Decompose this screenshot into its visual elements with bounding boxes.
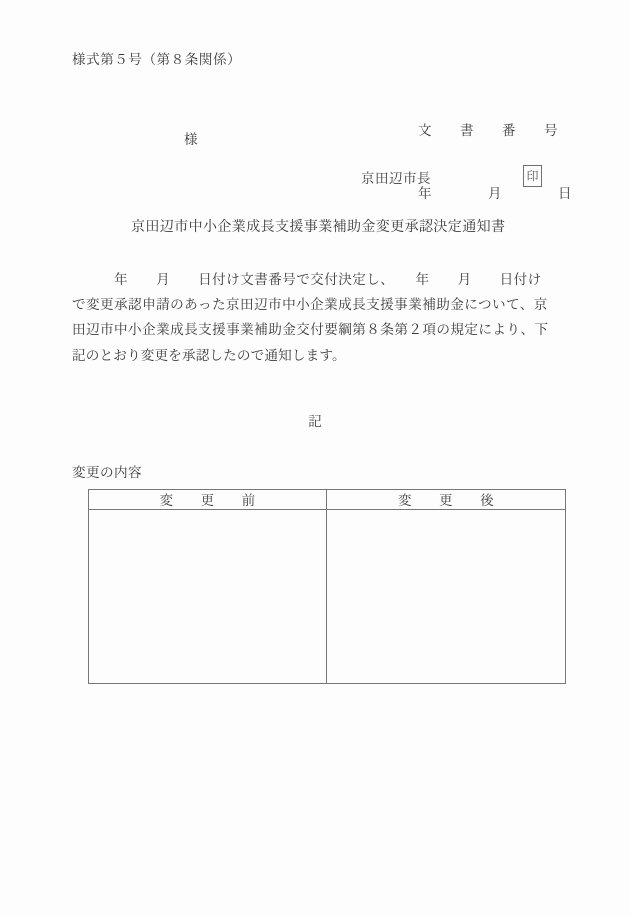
change-table <box>88 489 566 684</box>
change-table-head <box>89 490 566 510</box>
section-label-change-content: 変更の内容 <box>72 465 142 480</box>
body-line-2: で変更承認申請のあった京田辺市中小企業成長支援事業補助金について、京 <box>72 297 548 313</box>
table-header-row <box>89 490 566 510</box>
body-line-1: 年 月 日付け文書番号で交付決定し、 年 月 日付け <box>72 272 542 287</box>
cell-before-change[interactable] <box>89 510 327 684</box>
table-row <box>89 510 566 684</box>
document-title: 京田辺市中小企業成長支援事業補助金変更承認決定通知書 <box>131 220 506 235</box>
column-header-before: 変 更 前 <box>89 490 327 510</box>
column-header-after: 変 更 後 <box>327 490 566 510</box>
form-number: 様式第５号（第８条関係） <box>72 52 242 67</box>
addressee-suffix: 様 <box>184 132 198 147</box>
cell-after-change[interactable] <box>327 510 566 684</box>
seal-stamp-box: 印 <box>523 165 542 187</box>
ki-marker: 記 <box>308 414 322 429</box>
document-date-line: 年 月 日 <box>418 186 572 201</box>
body-line-4: 記のとおり変更を承認したので通知します。 <box>72 347 346 363</box>
change-table-body <box>89 510 566 684</box>
body-line-3: 田辺市中小企業成長支援事業補助金交付要綱第８条第２項の規定により、下 <box>72 322 549 338</box>
document-number-line: 文 書 番 号 <box>418 123 558 138</box>
issuer-name: 京田辺市長 <box>361 171 431 186</box>
body-paragraph <box>72 267 561 368</box>
issuer-row <box>361 165 561 189</box>
